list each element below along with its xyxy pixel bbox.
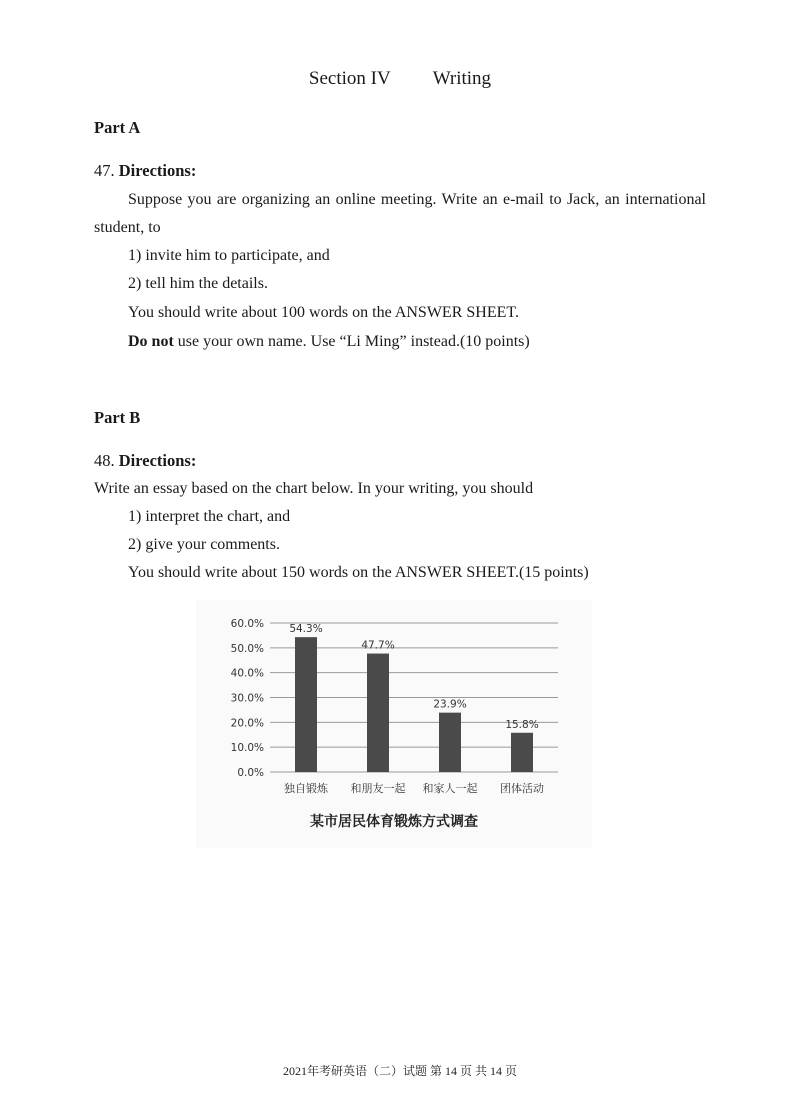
question-47-item-2: 2) tell him the details.: [128, 275, 268, 292]
question-47-word-requirement: You should write about 100 words on the ANSWER SHEET.: [128, 304, 519, 321]
question-47-heading: [94, 161, 196, 181]
y-tick-label: 40.0%: [230, 667, 264, 680]
exercise-bar-chart: [196, 600, 592, 848]
question-47-note: [128, 328, 530, 356]
category-label: 和朋友一起: [350, 782, 406, 795]
question-47-note-bold: Do not: [128, 333, 174, 350]
category-label: 和家人一起: [422, 782, 478, 795]
y-tick-label: 60.0%: [230, 618, 264, 630]
question-47-item-1: 1) invite him to participate, and: [128, 247, 330, 264]
exercise-chart: [196, 600, 592, 848]
bar-value-label: 15.8%: [505, 718, 539, 731]
category-label: 独自锻炼: [284, 782, 328, 795]
question-48-word-requirement: You should write about 150 words on the ANSWER SHEET.(15 points): [128, 564, 589, 581]
y-tick-label: 20.0%: [230, 717, 264, 730]
section-label: Section IV: [308, 68, 391, 89]
section-name: Writing: [432, 68, 492, 89]
y-tick-label: 10.0%: [230, 742, 264, 755]
bar-value-label: 23.9%: [433, 698, 467, 711]
question-48-item-2: 2) give your comments.: [128, 536, 280, 553]
bar: [367, 654, 389, 772]
question-48-prompt: Write an essay based on the chart below. In your writing, you should: [94, 480, 534, 497]
y-tick-label: 30.0%: [230, 692, 264, 705]
bar: [295, 637, 317, 772]
question-48-item-1: 1) interpret the chart, and: [128, 508, 291, 525]
part-b-heading: Part B: [94, 408, 141, 427]
y-tick-label: 0.0%: [237, 767, 264, 779]
question-48-number: 48.: [94, 451, 115, 470]
section-title: [0, 68, 800, 90]
question-47-number: 47.: [94, 161, 115, 180]
chart-title: 某市居民体育锻炼方式调查: [310, 814, 478, 830]
bar-value-label: 47.7%: [361, 639, 395, 652]
y-tick-label: 50.0%: [230, 642, 264, 655]
bar: [511, 733, 533, 772]
question-48-directions-label: Directions:: [118, 451, 197, 470]
bar: [439, 713, 461, 772]
question-48-heading: [94, 451, 196, 471]
part-a-heading: Part A: [94, 118, 141, 137]
page-footer: 2021年考研英语（二）试题 第 14 页 共 14 页: [282, 1064, 517, 1078]
bar-value-label: 54.3%: [289, 623, 323, 636]
question-47-prompt: Suppose you are organizing an online meeting. Write an e-mail to Jack, an international student, to: [94, 191, 706, 236]
question-47-directions-label: Directions:: [118, 161, 197, 180]
question-47-note-text: use your own name. Use “Li Ming” instead.(10 points): [173, 333, 530, 350]
category-label: 团体活动: [500, 782, 544, 795]
